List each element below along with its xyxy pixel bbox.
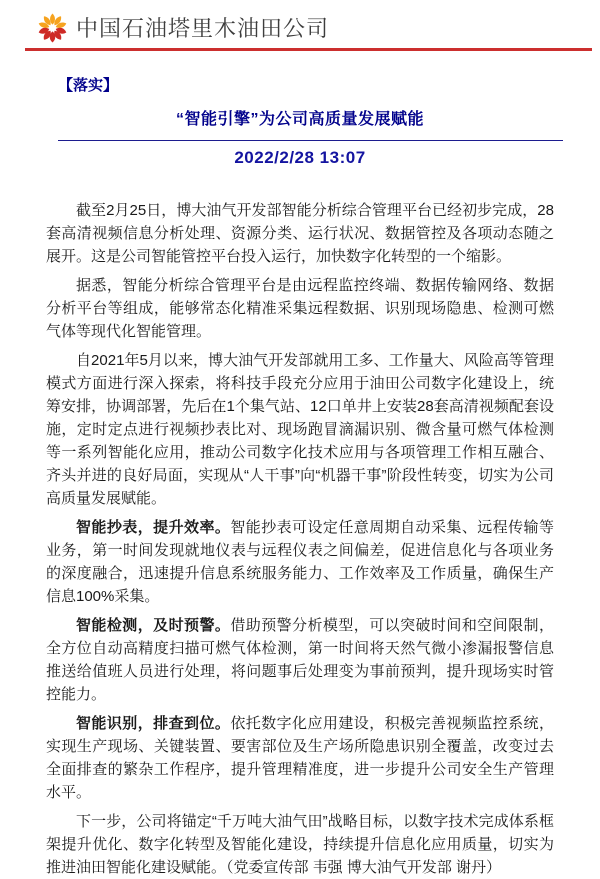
- paragraph-lead: 智能抄表，提升效率。: [76, 519, 231, 536]
- petrochina-logo-icon: [37, 13, 68, 43]
- paragraph-text: 下一步，公司将锚定“千万吨大油气田”战略目标，以数字技术完成体系框架提升优化、数字化转型及智能化建设，持续提升信息化应用质量，切实为推进油田智能化建设赋能。（党委宣传部 韦强 博大油气开发部 谢丹）: [46, 813, 554, 876]
- company-name: 中国石油塔里木油田公司: [76, 16, 330, 41]
- paragraph-lead: 智能检测，及时预警。: [76, 617, 231, 634]
- title-divider: [58, 140, 563, 141]
- article-paragraph: [46, 810, 554, 879]
- article-paragraph: [46, 199, 554, 268]
- article-paragraph: [46, 712, 554, 804]
- paragraph-text: 自2021年5月以来，博大油气开发部就用工多、工作量大、风险高等管理模式方面进行深入探索，将科技手段充分应用于油田公司数字化建设上，统筹安排，协调部署，先后在1个集气站、12口单井上安装28套高清视频配套设施，定时定点进行视频抄表比对、现场跑冒滴漏识别、微含量可燃气体检测等一系列智能化应用，推动公司数字化技术应用与各项管理工作相互融合、齐头并进的良好局面，实现从“人干事”向“机器干事”阶段性转变，切实为公司高质量发展赋能。: [46, 352, 554, 507]
- article-datetime: 2022/2/28 13:07: [234, 148, 366, 167]
- section-tag: 【落实】: [58, 77, 119, 94]
- paragraph-lead: 智能识别，排查到位。: [76, 715, 231, 732]
- article-content: [0, 51, 600, 879]
- article-paragraph: [46, 516, 554, 608]
- article-paragraph: [46, 614, 554, 706]
- article-title: “智能引擎”为公司高质量发展赋能: [175, 111, 424, 128]
- logo-sun-petals: [38, 13, 67, 29]
- paragraph-text: 智能抄表可设定任意周期自动采集、远程传输等业务，第一时间发现就地仪表与远程仪表之间偏差，促进信息化与各项业务的深度融合，迅速提升信息系统服务能力、工作效率及工作质量，确保生产信息100%采集。: [46, 519, 554, 605]
- paragraph-text: 依托数字化应用建设，积极完善视频监控系统，实现生产现场、关键装置、要害部位及生产场所隐患识别全覆盖，改变过去全面排查的繁杂工作程序，提升管理精准度，进一步提升公司安全生产管理水平。: [46, 715, 554, 801]
- paragraph-text: 截至2月25日，博大油气开发部智能分析综合管理平台已经初步完成，28套高清视频信息分析处理、资源分类、运行状况、数据管控及各项动态随之展开。这是公司智能管控平台投入运行，加快数字化转型的一个缩影。: [46, 202, 554, 265]
- article-paragraph: [46, 349, 554, 510]
- article-body: [46, 199, 554, 879]
- article-paragraph: [46, 274, 554, 343]
- page-header: [0, 0, 600, 43]
- logo-flower-petals: [38, 26, 67, 42]
- paragraph-text: 借助预警分析模型，可以突破时间和空间限制，全方位自动高精度扫描可燃气体检测，第一时间将天然气微小渗漏报警信息推送给值班人员进行处理，将问题事后处理变为事前预判，提升现场实时管控能力。: [46, 617, 554, 703]
- paragraph-text: 据悉，智能分析综合管理平台是由远程监控终端、数据传输网络、数据分析平台等组成，能够常态化精准采集远程数据、识别现场隐患、检测可燃气体等现代化智能管理。: [46, 277, 554, 340]
